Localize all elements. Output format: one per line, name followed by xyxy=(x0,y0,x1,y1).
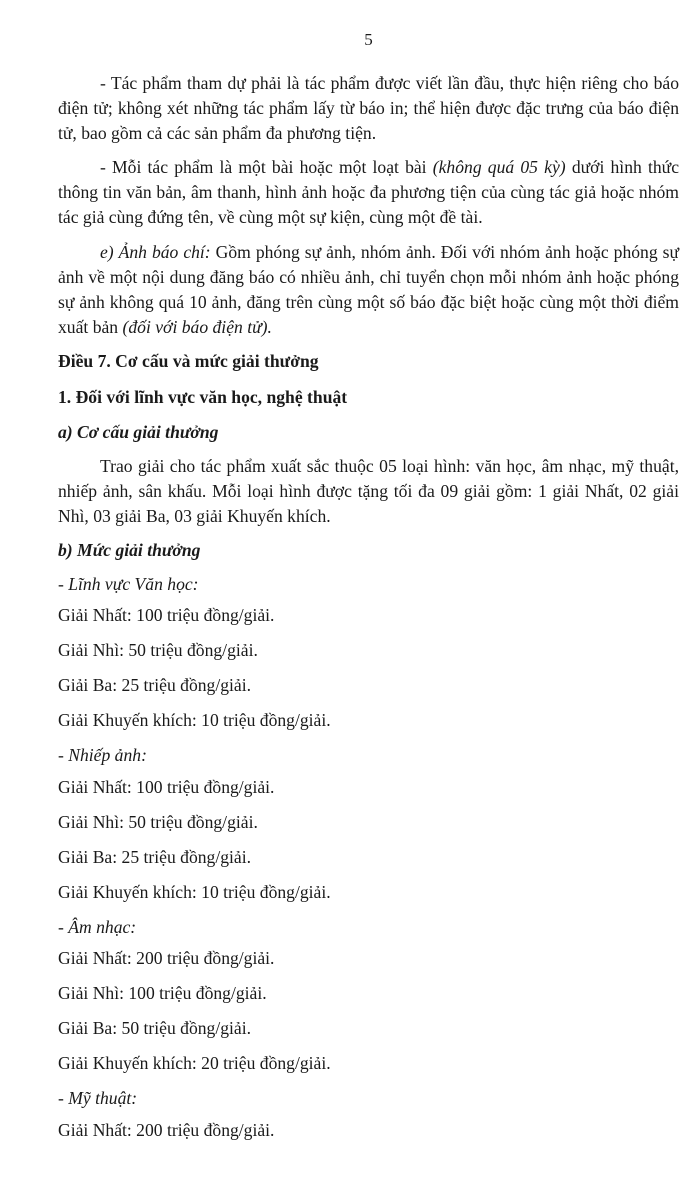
prize-line: Giải Nhất: 100 triệu đồng/giải. xyxy=(58,776,275,797)
category-photography xyxy=(58,743,679,905)
level-heading: b) Mức giải thưởng xyxy=(58,540,201,561)
category-name: - Lĩnh vực Văn học: xyxy=(58,573,199,594)
category-fine-arts xyxy=(58,1086,679,1143)
structure-heading: a) Cơ cấu giải thưởng xyxy=(58,422,219,443)
press-photo-label: e) Ảnh báo chí: xyxy=(100,241,211,262)
category-name: - Mỹ thuật: xyxy=(58,1088,138,1109)
prize-line: Giải Khuyến khích: 10 triệu đồng/giải. xyxy=(58,881,331,902)
prize-line: Giải Ba: 25 triệu đồng/giải. xyxy=(58,675,252,696)
prize-line: Giải Nhì: 100 triệu đồng/giải. xyxy=(58,983,267,1004)
prize-line: Giải Nhất: 200 triệu đồng/giải. xyxy=(58,1119,275,1140)
prize-line: Giải Khuyến khích: 20 triệu đồng/giải. xyxy=(58,1053,331,1074)
prize-line: Giải Nhì: 50 triệu đồng/giải. xyxy=(58,640,258,661)
paragraph-work-definition xyxy=(58,155,679,230)
press-photo-note: (đối với báo điện tử). xyxy=(122,317,272,338)
category-name: - Âm nhạc: xyxy=(58,916,137,937)
section-heading: 1. Đối với lĩnh vực văn học, nghệ thuật xyxy=(58,386,348,407)
press-photo-body: Gồm phóng sự ảnh, nhóm ảnh. Đối với nhóm ảnh hoặc phóng sự ảnh về một nội dung đăng báo có nhiều ảnh, chỉ tuyển chọn mỗi nhóm ảnh hoặc phóng sự ảnh không quá 10 ảnh, đăng trên cùng một số báo đặc biệt hoặc cùng một thời điểm xuất bản xyxy=(58,241,679,338)
paragraph-work-definition-note: (không quá 05 kỳ) xyxy=(432,157,566,178)
article-heading: Điều 7. Cơ cấu và mức giải thưởng xyxy=(58,351,319,372)
paragraph-work-definition-lead: - Mỗi tác phẩm là một bài hoặc một loạt bài xyxy=(100,157,427,178)
prize-line: Giải Nhất: 100 triệu đồng/giải. xyxy=(58,605,275,626)
prize-line: Giải Nhì: 50 triệu đồng/giải. xyxy=(58,811,258,832)
prize-line: Giải Nhất: 200 triệu đồng/giải. xyxy=(58,948,275,969)
paragraph-press-photo xyxy=(58,240,679,341)
paragraph-online-original: - Tác phẩm tham dự phải là tác phẩm được viết lần đầu, thực hiện riêng cho báo điện tử; không xét những tác phẩm lấy từ báo in; thể hiện được đặc trưng của báo điện tử, bao gồm cả các sản phẩm đa phương tiện. xyxy=(58,72,679,143)
category-music xyxy=(58,915,679,1077)
category-name: - Nhiếp ảnh: xyxy=(58,745,147,766)
category-literature xyxy=(58,572,679,734)
prize-line: Giải Ba: 25 triệu đồng/giải. xyxy=(58,846,252,867)
prize-line: Giải Ba: 50 triệu đồng/giải. xyxy=(58,1018,252,1039)
structure-text: Trao giải cho tác phẩm xuất sắc thuộc 05 loại hình: văn học, âm nhạc, mỹ thuật, nhiếp ảnh, sân khấu. Mỗi loại hình được tặng tối đa 09 giải gồm: 1 giải Nhất, 02 giải Nhì, 03 giải Ba, 03 giải Khuyến khích. xyxy=(58,455,679,527)
page-number: 5 xyxy=(364,30,373,49)
prize-line: Giải Khuyến khích: 10 triệu đồng/giải. xyxy=(58,710,331,731)
paragraph-work-definition-body: dưới hình thức thông tin văn bản, âm thanh, hình ảnh hoặc đa phương tiện của cùng tác giả hoặc nhóm tác giả cùng đứng tên, về cùng một sự kiện, cùng một đề tài. xyxy=(58,157,679,228)
